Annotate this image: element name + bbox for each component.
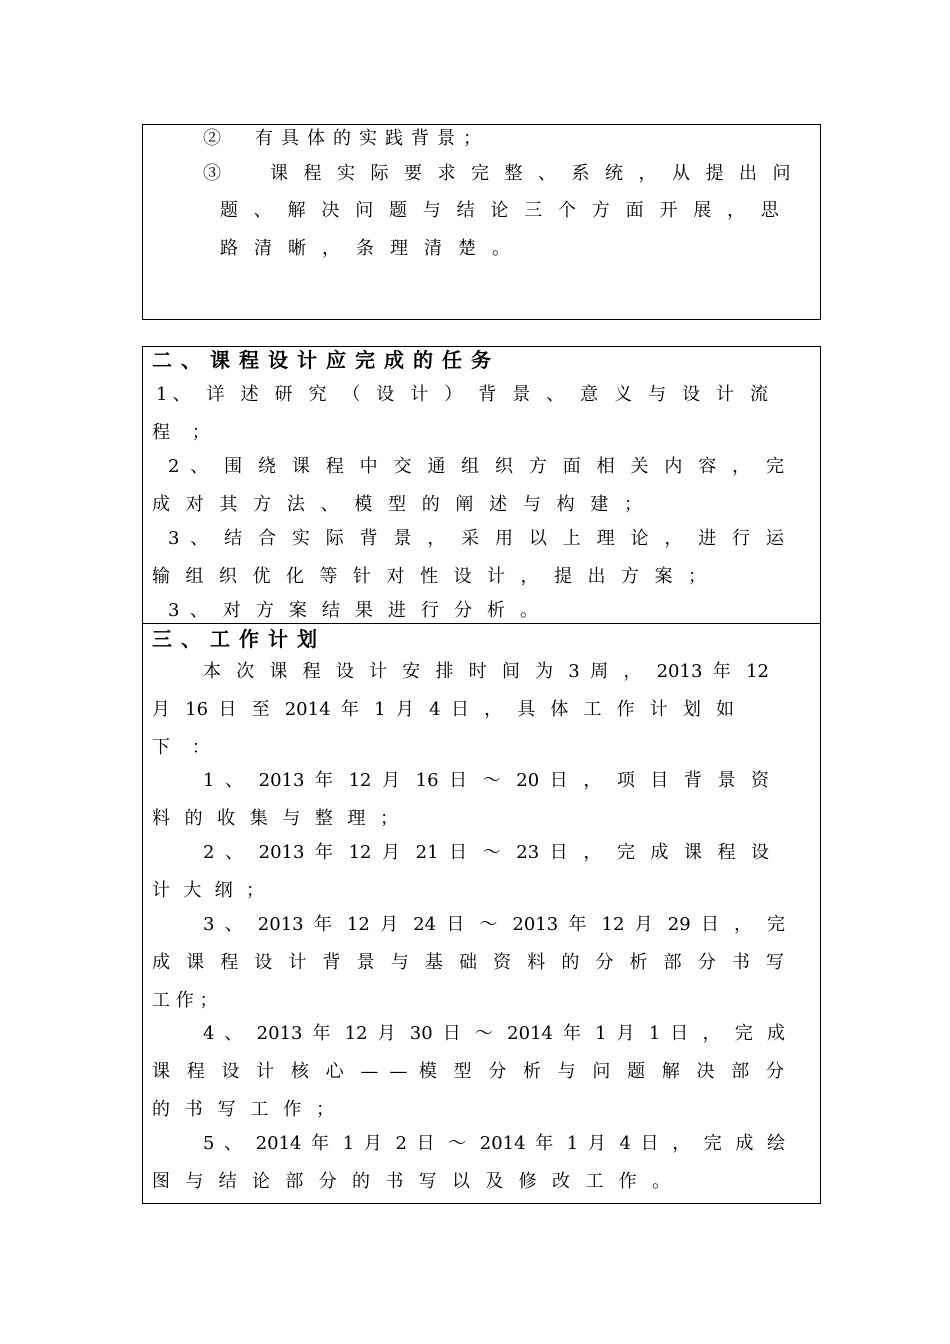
requirement-item-continued: 路清晰，条理清楚。	[220, 238, 526, 259]
plan-line: 计 大 纲 ；	[152, 880, 264, 901]
task-line: 3 、 对 方 案 结 果 进 行 分 析 。	[168, 600, 538, 621]
task-line: 2 、 围 绕 课 程 中 交 通 组 织 方 面 相 关 内 容 ， 完	[168, 456, 784, 477]
plan-line: 工 作 ；	[152, 990, 218, 1011]
requirement-item: ③ 课程实际要求完整、系统，从提出问	[203, 163, 806, 184]
plan-line: 图 与 结 论 部 分 的 书 写 以 及 修 改 工 作 。	[152, 1171, 670, 1192]
task-line: 成 对 其 方 法 、 模 型 的 阐 述 与 构 建 ；	[152, 494, 642, 515]
plan-line: 本 次 课 程 设 计 安 排 时 间 为 3 周 ， 2013 年 12	[203, 661, 769, 682]
plan-line: 5 、 2014 年 1 月 2 日 ～ 2014 年 1 月 4 日 ， 完 成 绘	[203, 1133, 785, 1154]
section-title: 二、课程设计应完成的任务	[152, 348, 500, 372]
plan-line: 成 课 程 设 计 背 景 与 基 础 资 料 的 分 析 部 分 书 写	[152, 952, 784, 973]
requirement-item-continued: 题、解决问题与结论三个方面开展，思	[220, 200, 795, 221]
task-line: 程 ；	[152, 422, 218, 443]
requirement-item: ② 有具体的实践背景；	[203, 128, 489, 149]
requirements-box	[142, 124, 821, 320]
plan-line: 月 16 日 至 2014 年 1 月 4 日 ， 具 体 工 作 计 划 如	[152, 699, 734, 720]
task-line: 3 、 结 合 实 际 背 景 ， 采 用 以 上 理 论 ， 进 行 运	[168, 528, 784, 549]
task-line: 输 组 织 优 化 等 针 对 性 设 计 ， 提 出 方 案 ；	[152, 566, 706, 587]
work-plan-box	[142, 623, 821, 1204]
plan-line: 2 、 2013 年 12 月 21 日 ～ 23 日 ， 完 成 课 程 设	[203, 842, 769, 863]
plan-line: 下 ：	[152, 737, 218, 758]
plan-line: 课 程 设 计 核 心 — — 模 型 分 析 与 问 题 解 决 部 分	[152, 1061, 784, 1082]
plan-line: 料 的 收 集 与 整 理 ；	[152, 808, 398, 829]
plan-line: 4 、 2013 年 12 月 30 日 ～ 2014 年 1 月 1 日 ， 完 成	[203, 1023, 785, 1044]
tasks-box	[142, 346, 821, 624]
plan-line: 3 、 2013 年 12 月 24 日 ～ 2013 年 12 月 29 日 ， 完	[203, 914, 785, 935]
section-title: 三、工作计划	[152, 627, 326, 651]
plan-line: 1 、 2013 年 12 月 16 日 ～ 20 日 ， 项 目 背 景 资	[203, 770, 769, 791]
task-line: 1、 详 述 研 究 （ 设 计 ） 背 景 、 意 义 与 设 计 流	[156, 384, 768, 405]
plan-line: 的 书 写 工 作 ；	[152, 1099, 334, 1120]
